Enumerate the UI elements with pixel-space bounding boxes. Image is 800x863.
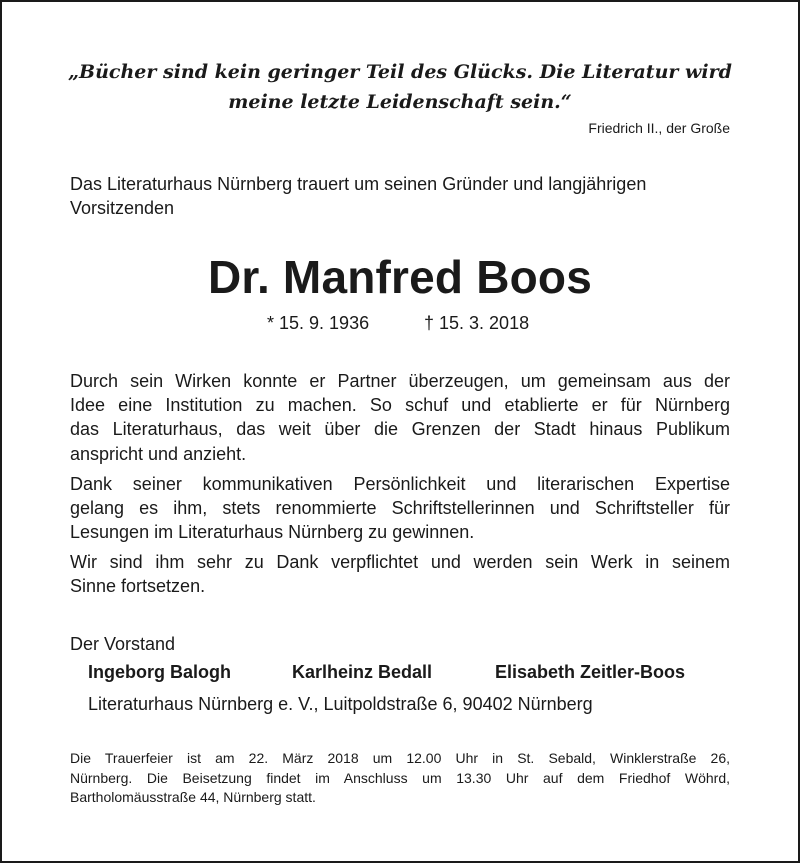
paragraph-3 [70,550,730,598]
board-label: Der Vorstand [70,634,176,654]
paragraph-line: Idee eine Institution zu machen. So schuf und etablierte er für Nürnberg [70,395,730,416]
board-member-1: Ingeborg Balogh [88,662,231,682]
birth-date: * 15. 9. 1936 [267,313,370,333]
funeral-line: Bartholomäusstraße 44, Nürnberg statt. [70,789,316,805]
deceased-name: Dr. Manfred Boos [207,251,593,303]
paragraph-line: anspricht und anzieht. [70,443,247,464]
paragraph-1 [70,369,730,466]
paragraph-line: Lesungen im Literaturhaus Nürnberg zu gewinnen. [70,522,475,543]
board-member-3: Elisabeth Zeitler-Boos [495,662,686,682]
paragraph-line: gelang es ihm, stets renommierte Schriftstellerinnen und Schriftsteller für [70,498,730,519]
quote-line-2: meine letzte Leidenschaft sein.“ [228,91,572,113]
intro-line: Das Literaturhaus Nürnberg trauert um seinen Gründer und langjährigen [70,174,647,194]
paragraph-line: Dank seiner kommunikativen Persönlichkeit und literarischen Expertise [70,474,730,494]
death-date: † 15. 3. 2018 [424,313,530,333]
funeral-notice [70,749,730,808]
organization-address: Literaturhaus Nürnberg e. V., Luitpoldstraße 6, 90402 Nürnberg [88,694,593,714]
funeral-line: Nürnberg. Die Beisetzung findet im Anschluss um 13.30 Uhr auf dem Friedhof Wöhrd, [70,769,730,786]
paragraph-line: Durch sein Wirken konnte er Partner überzeugen, um gemeinsam aus der [70,371,730,391]
intro-text [70,172,730,220]
paragraph-2 [70,472,730,545]
paragraph-line: Wir sind ihm sehr zu Dank verpflichtet und werden sein Werk in seinem [70,552,730,572]
funeral-line: Die Trauerfeier ist am 22. März 2018 um 12.00 Uhr in St. Sebald, Winklerstraße 26, [70,750,730,766]
paragraph-line: das Literaturhaus, das weit über die Grenzen der Stadt hinaus Publikum [70,419,730,440]
board-member-2: Karlheinz Bedall [292,662,433,682]
intro-line: Vorsitzenden [70,198,175,218]
paragraph-line: Sinne fortsetzen. [70,576,206,597]
quote-attribution: Friedrich II., der Große [588,120,730,136]
quote-line-1: „Bücher sind kein geringer Teil des Glücks. Die Literatur wird [68,61,732,83]
